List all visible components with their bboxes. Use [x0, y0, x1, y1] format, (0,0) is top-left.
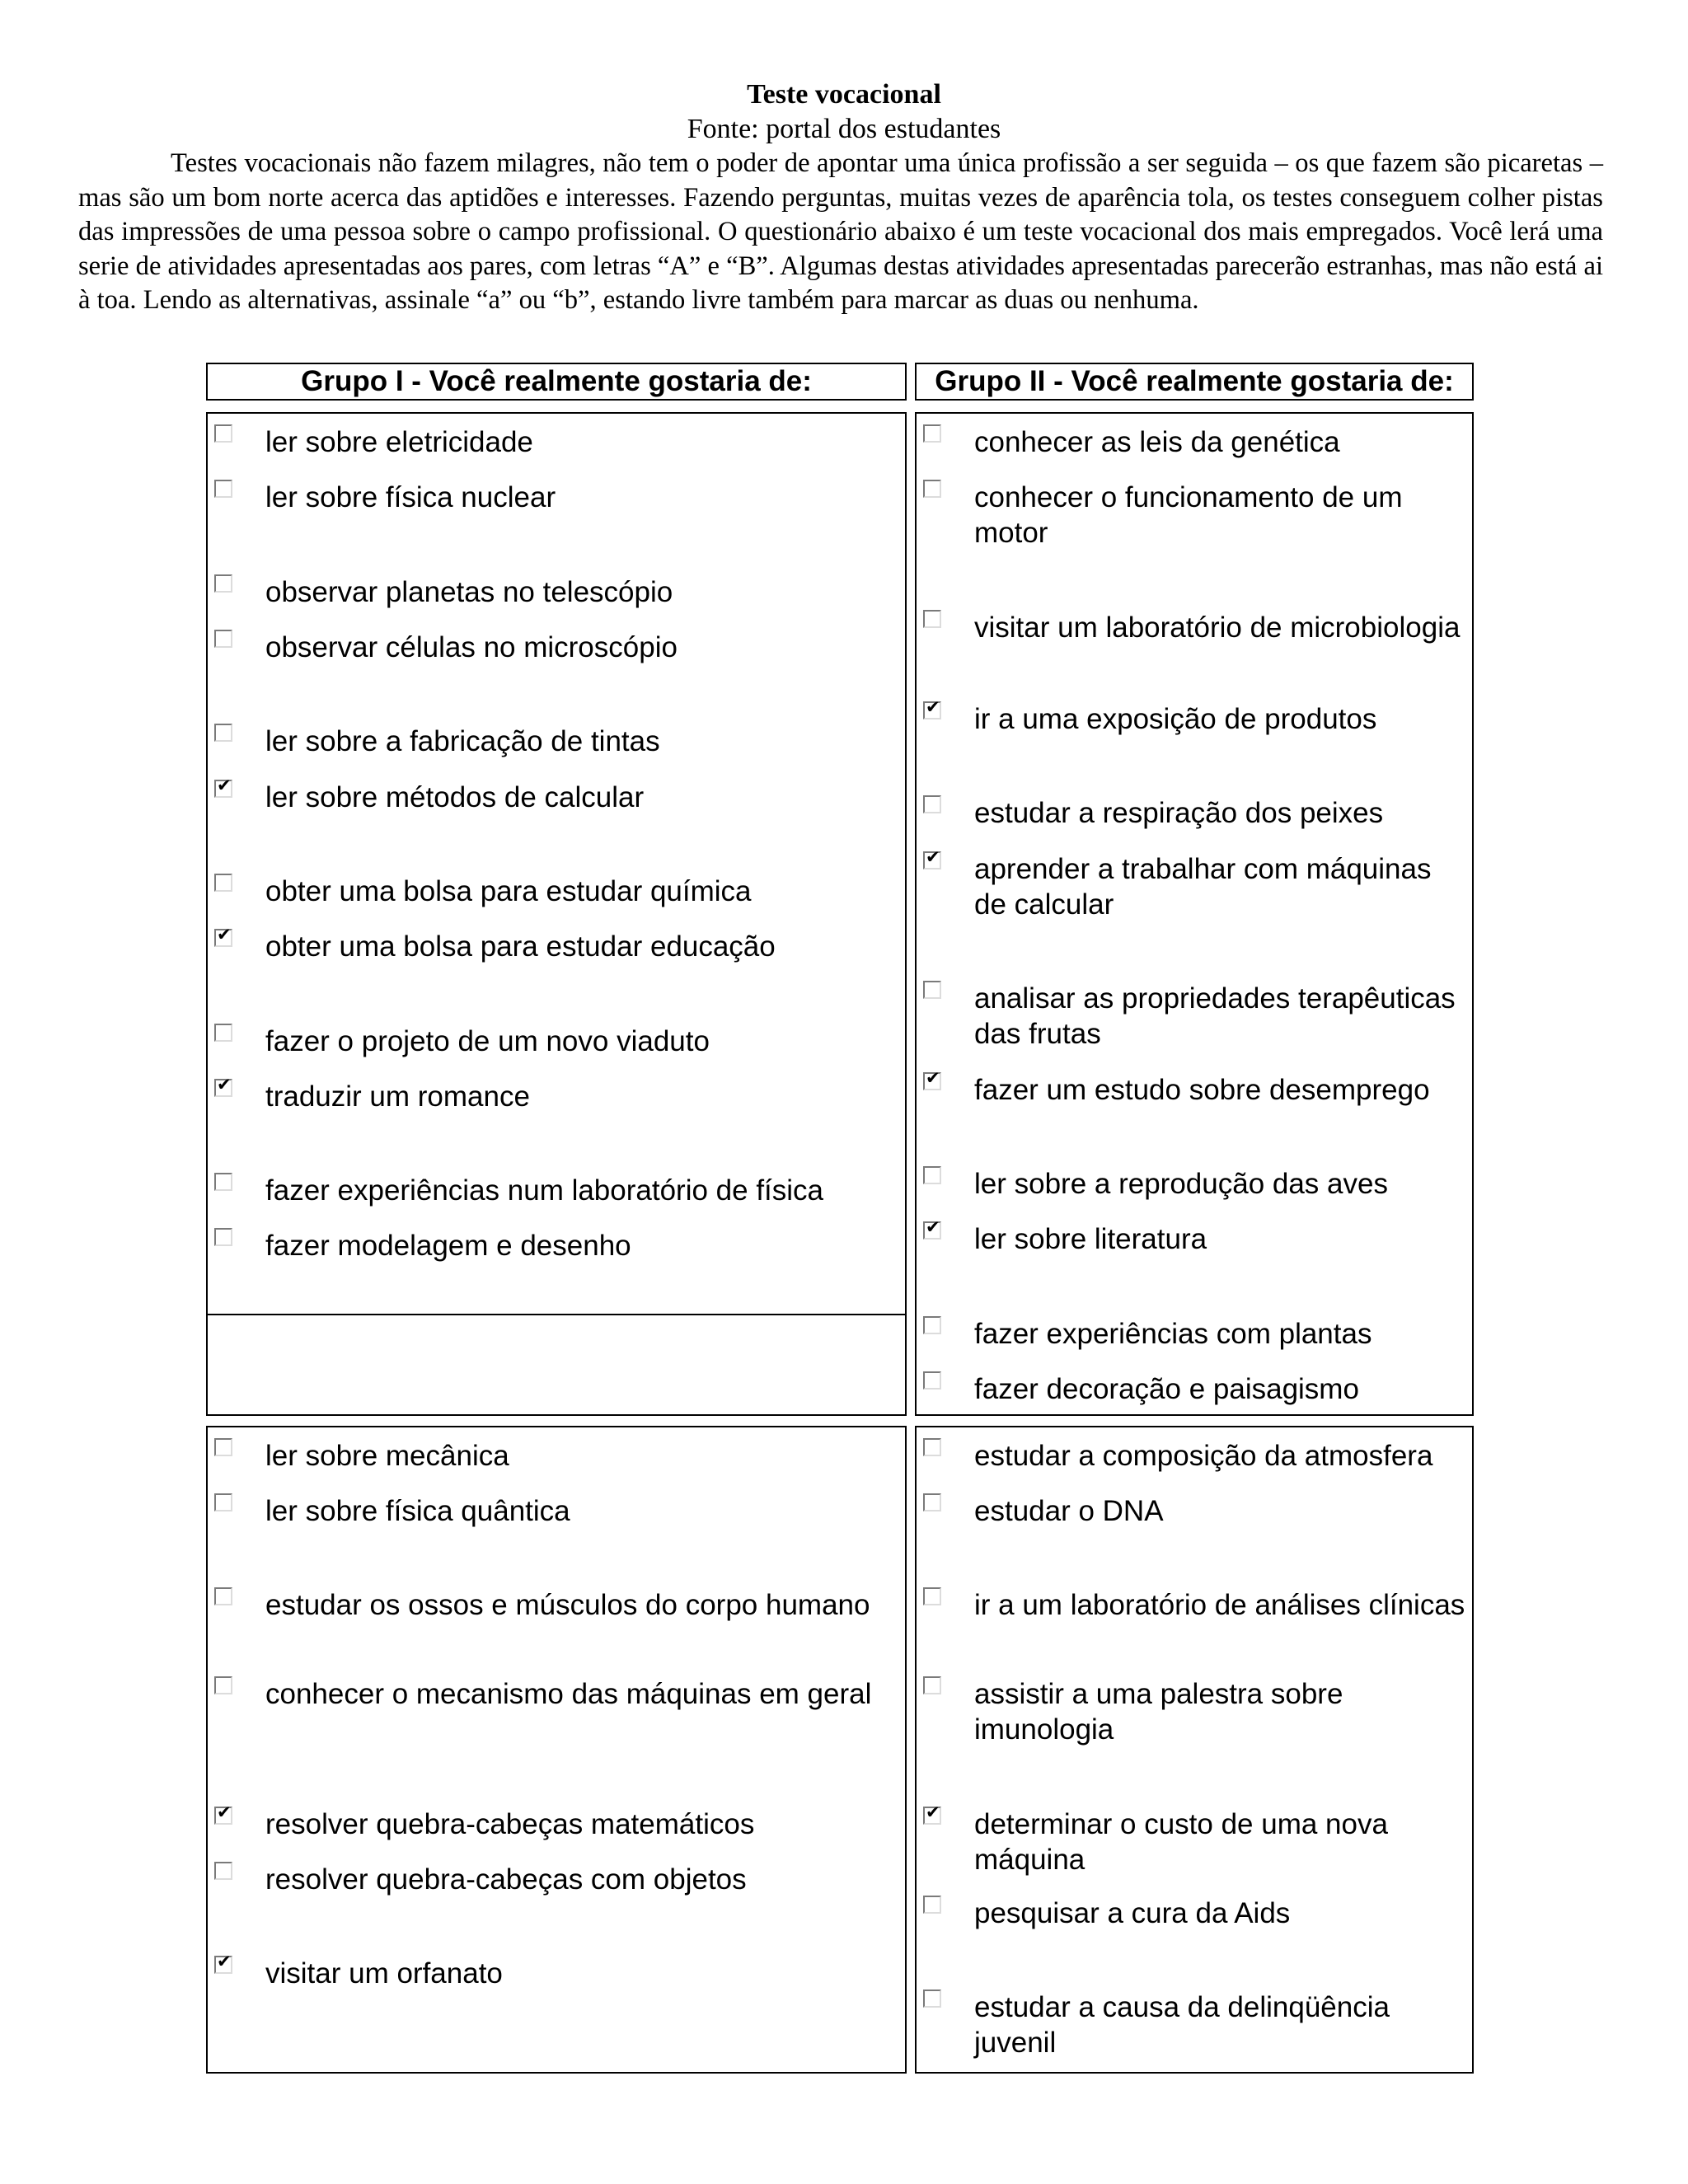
checkbox[interactable] — [214, 630, 232, 648]
checked-checkbox[interactable] — [214, 780, 232, 798]
option-label: ler sobre física nuclear — [265, 481, 556, 513]
option-item — [920, 1438, 1467, 1474]
option-item — [920, 1072, 1467, 1108]
option-label: assistir a uma palestra sobre imunologia — [974, 1678, 1343, 1746]
option-label: resolver quebra-cabeças matemáticos — [265, 1808, 755, 1840]
group2-block1 — [915, 412, 1474, 1416]
option-label: ler sobre mecânica — [265, 1440, 509, 1472]
option-item — [920, 981, 1467, 1052]
option-item — [920, 480, 1467, 551]
option-item — [920, 1166, 1467, 1202]
checkbox[interactable] — [214, 1228, 232, 1246]
checked-checkbox[interactable] — [214, 1956, 232, 1974]
option-label: ler sobre a fabricação de tintas — [265, 725, 660, 757]
group1-block1 — [206, 412, 907, 1416]
option-item — [920, 1371, 1467, 1407]
option-label: determinar o custo de uma nova máquina — [974, 1808, 1388, 1876]
option-label: ler sobre literatura — [974, 1223, 1207, 1255]
group2-header: Grupo II - Você realmente gostaria de: — [915, 363, 1474, 401]
option-label: visitar um laboratório de microbiologia — [974, 612, 1461, 644]
option-label: estudar a causa da delinqüência juvenil — [974, 1991, 1390, 2059]
option-item — [211, 1438, 900, 1474]
option-label: estudar a composição da atmosfera — [974, 1440, 1433, 1472]
option-label: estudar a respiração dos peixes — [974, 797, 1384, 829]
checkbox[interactable] — [214, 1587, 232, 1605]
option-item — [211, 1807, 900, 1842]
option-label: visitar um orfanato — [265, 1957, 503, 1990]
option-item — [920, 1676, 1467, 1747]
group2-block2 — [915, 1426, 1474, 2074]
option-item — [211, 1228, 900, 1263]
option-label: ir a um laboratório de análises clínicas — [974, 1589, 1465, 1621]
option-label: estudar o DNA — [974, 1495, 1164, 1527]
option-item — [211, 480, 900, 515]
option-label: pesquisar a cura da Aids — [974, 1897, 1291, 1929]
option-item — [211, 574, 900, 610]
checked-checkbox[interactable] — [923, 1072, 941, 1090]
option-item — [920, 795, 1467, 831]
option-item — [211, 874, 900, 909]
checkbox[interactable] — [214, 424, 232, 443]
checked-checkbox[interactable] — [214, 929, 232, 947]
group1-block2 — [206, 1426, 907, 2074]
option-label: fazer um estudo sobre desemprego — [974, 1074, 1430, 1106]
option-item — [211, 1493, 900, 1529]
checkbox[interactable] — [214, 480, 232, 498]
checkbox[interactable] — [923, 1493, 941, 1511]
option-label: conhecer as leis da genética — [974, 426, 1340, 458]
checkbox[interactable] — [923, 1990, 941, 2008]
option-label: fazer decoração e paisagismo — [974, 1373, 1359, 1405]
option-item — [920, 610, 1467, 645]
option-item — [211, 1676, 900, 1712]
option-item — [920, 1896, 1467, 1931]
document-source: Fonte: portal dos estudantes — [687, 114, 1001, 144]
document-title: Teste vocacional — [747, 79, 941, 110]
checked-checkbox[interactable] — [214, 1807, 232, 1825]
checked-checkbox[interactable] — [214, 1079, 232, 1097]
checkbox[interactable] — [923, 610, 941, 628]
checkbox[interactable] — [214, 874, 232, 892]
checked-checkbox[interactable] — [923, 851, 941, 869]
option-label: resolver quebra-cabeças com objetos — [265, 1863, 747, 1896]
checkbox[interactable] — [923, 795, 941, 813]
option-label: conhecer o funcionamento de um motor — [974, 481, 1403, 549]
option-item — [211, 1173, 900, 1208]
option-label: estudar os ossos e músculos do corpo humano — [265, 1589, 870, 1621]
checkbox[interactable] — [923, 1316, 941, 1334]
checked-checkbox[interactable] — [923, 1807, 941, 1825]
option-item — [920, 1587, 1467, 1623]
option-item — [920, 851, 1467, 922]
option-label: ler sobre a reprodução das aves — [974, 1168, 1388, 1200]
checkbox[interactable] — [923, 981, 941, 999]
checkbox[interactable] — [923, 424, 941, 443]
option-item — [211, 1024, 900, 1059]
option-label: obter uma bolsa para estudar educação — [265, 930, 776, 963]
option-item — [920, 424, 1467, 460]
checkbox[interactable] — [214, 1024, 232, 1042]
checkbox[interactable] — [923, 480, 941, 498]
option-label: observar células no microscópio — [265, 631, 678, 663]
option-item — [211, 1862, 900, 1897]
checkbox[interactable] — [923, 1166, 941, 1184]
option-item — [211, 630, 900, 665]
intro-paragraph: Testes vocacionais não fazem milagres, não tem o poder de apontar uma única profissão a ser seguida – os que fazem são picaretas – mas são um bom norte acerca das aptidões e interesses. Fazendo perguntas, muitas vezes de aparência tola, os testes conseguem colher pistas das impressões de uma pessoa sobre o campo profissional. O questionário abaixo é um teste vocacional dos mais empregados. Você lerá uma serie de atividades apresentadas aos pares, com letras “A” e “B”. Algumas destas atividades apresentadas parecerão estranhas, mas não está ai à toa. Lendo as alternativas, assinale “a” ou “b”, estando livre também para marcar as duas ou nenhuma. — [78, 148, 1603, 315]
checkbox[interactable] — [923, 1371, 941, 1390]
option-label: ler sobre métodos de calcular — [265, 781, 645, 813]
option-item — [211, 1587, 900, 1623]
checkbox[interactable] — [214, 1173, 232, 1191]
option-label: fazer modelagem e desenho — [265, 1230, 631, 1262]
checkbox[interactable] — [214, 574, 232, 593]
option-item — [920, 1221, 1467, 1257]
option-label: ir a uma exposição de produtos — [974, 703, 1377, 735]
option-label: fazer o projeto de um novo viaduto — [265, 1025, 710, 1057]
checkbox[interactable] — [923, 1587, 941, 1605]
checkbox[interactable] — [214, 1862, 232, 1880]
checkbox[interactable] — [923, 1676, 941, 1694]
option-label: ler sobre eletricidade — [265, 426, 533, 458]
option-item — [211, 1956, 900, 1991]
option-item — [920, 701, 1467, 737]
group1-header: Grupo I - Você realmente gostaria de: — [206, 363, 907, 401]
option-label: observar planetas no telescópio — [265, 576, 673, 608]
option-item — [920, 1316, 1467, 1352]
option-label: aprender a trabalhar com máquinas de calcular — [974, 853, 1432, 921]
option-label: analisar as propriedades terapêuticas das frutas — [974, 982, 1456, 1050]
option-item — [920, 1990, 1467, 2060]
option-item — [211, 424, 900, 460]
option-item — [920, 1807, 1467, 1877]
option-item — [211, 929, 900, 964]
option-item — [920, 1493, 1467, 1529]
checkbox[interactable] — [214, 724, 232, 742]
checked-checkbox[interactable] — [923, 1221, 941, 1240]
option-item — [211, 780, 900, 815]
checkbox[interactable] — [214, 1676, 232, 1694]
option-label: ler sobre física quântica — [265, 1495, 570, 1527]
option-label: fazer experiências num laboratório de física — [265, 1174, 824, 1207]
option-item — [211, 724, 900, 759]
option-label: conhecer o mecanismo das máquinas em geral — [265, 1678, 872, 1710]
checkbox[interactable] — [923, 1438, 941, 1456]
option-label: fazer experiências com plantas — [974, 1318, 1372, 1350]
checkbox[interactable] — [214, 1493, 232, 1511]
checkbox[interactable] — [923, 1896, 941, 1914]
option-item — [211, 1079, 900, 1114]
divider — [208, 1314, 905, 1315]
checked-checkbox[interactable] — [923, 701, 941, 719]
checkbox[interactable] — [214, 1438, 232, 1456]
option-label: traduzir um romance — [265, 1080, 530, 1113]
option-label: obter uma bolsa para estudar química — [265, 875, 752, 907]
